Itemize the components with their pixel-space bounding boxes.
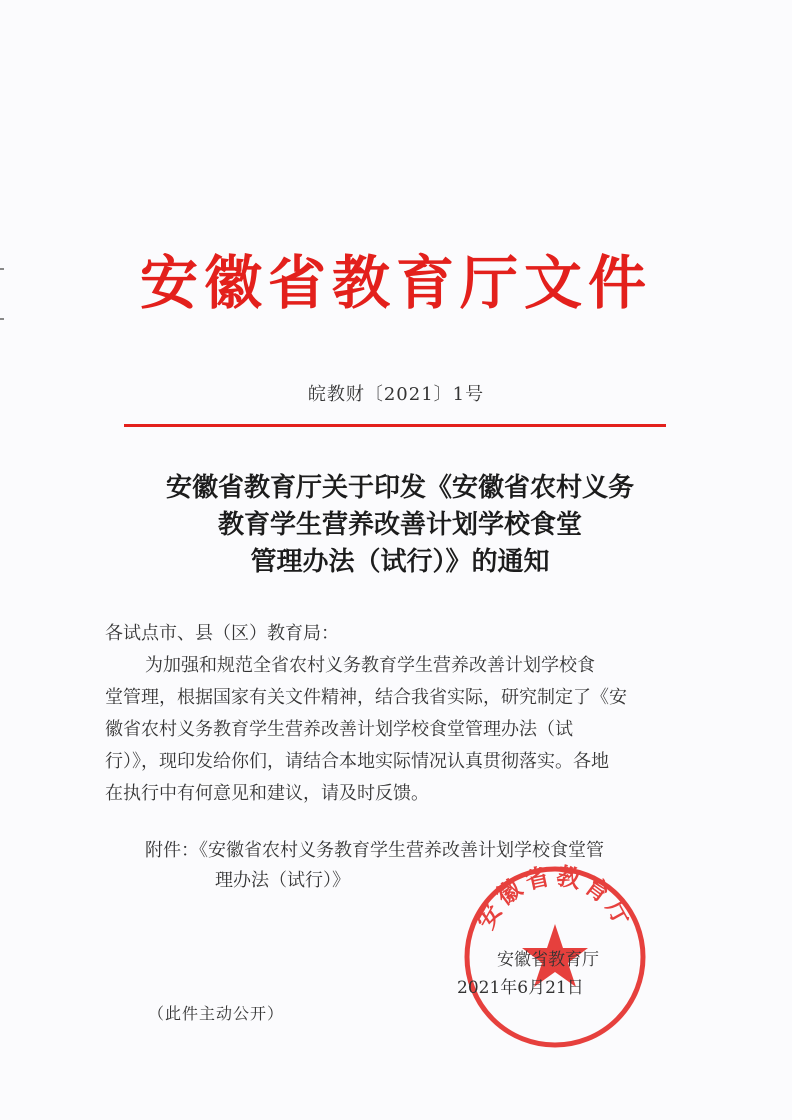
salutation: 各试点市、县（区）教育局： — [105, 623, 339, 644]
title-line: 安徽省教育厅关于印发《安徽省农村义务 — [165, 473, 634, 503]
issue-date: 2021年6月21日 — [457, 978, 584, 998]
title-line: 教育学生营养改善计划学校食堂 — [217, 510, 582, 540]
title-line: 管理办法（试行）》的通知 — [250, 547, 550, 577]
public-disclosure-note: （此件主动公开） — [148, 1004, 285, 1023]
body-paragraph-line: 堂管理，根据国家有关文件精神，结合我省实际，研究制定了《安 — [105, 687, 627, 708]
attachment-line: 附件：《安徽省农村义务教育学生营养改善计划学校食堂管 — [145, 840, 604, 861]
letterhead-title: 安徽省教育厅文件 — [139, 249, 652, 317]
document-title — [100, 470, 700, 581]
body-paragraph-line: 在执行中有何意见和建议，请及时反馈。 — [105, 783, 429, 804]
body-paragraph-line: 徽省农村义务教育学生营养改善计划学校食堂管理办法（试 — [105, 719, 573, 740]
red-divider-line — [124, 424, 666, 427]
body-paragraph-line: 行）》，现印发给你们，请结合本地实际情况认真贯彻落实。各地 — [105, 751, 609, 772]
issuer-name: 安徽省教育厅 — [497, 950, 599, 970]
svg-text:安徽省教育厅: 安徽省教育厅 — [471, 862, 639, 934]
document-number: 皖教财〔2021〕1号 — [307, 384, 485, 405]
body-paragraph-line: 为加强和规范全省农村义务教育学生营养改善计划学校食 — [145, 655, 595, 676]
attachment-line: 理办法（试行）》 — [215, 870, 350, 891]
